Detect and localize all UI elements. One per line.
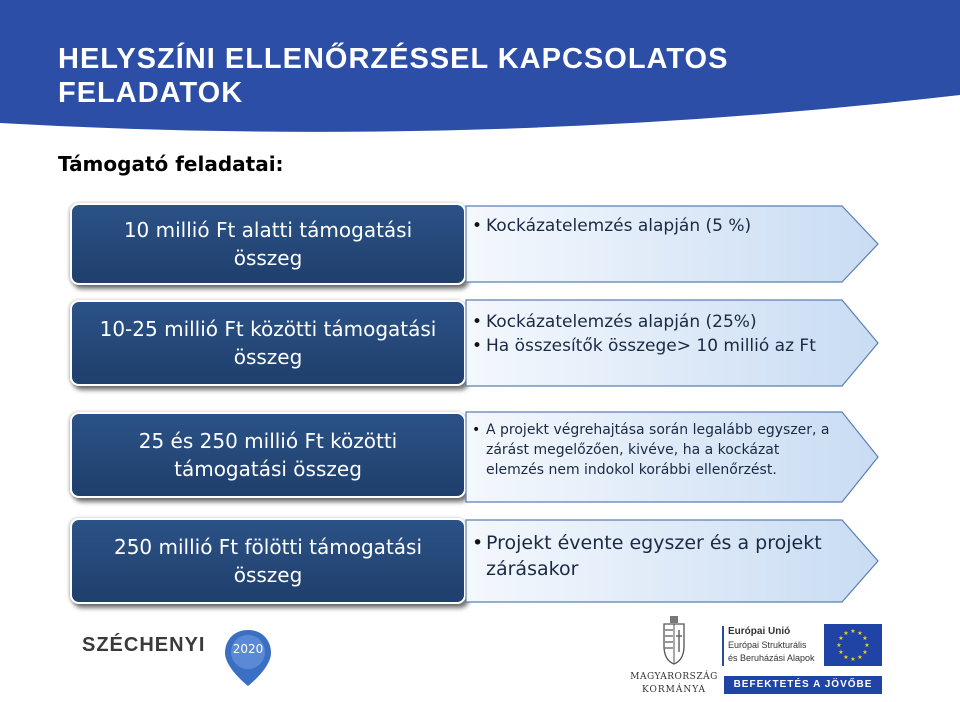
svg-text:★: ★ bbox=[836, 642, 842, 649]
bullet-2-2: • Ha összesítők összege> 10 millió az Ft bbox=[486, 334, 826, 358]
bullet-1-1: • Kockázatelemzés alapján (5 %) bbox=[486, 214, 826, 238]
svg-text:★: ★ bbox=[862, 649, 868, 656]
eu-banner bbox=[724, 676, 882, 694]
svg-text:★: ★ bbox=[857, 654, 863, 661]
szechenyi-text: SZÉCHENYI bbox=[82, 634, 206, 656]
arrow-panel-2 bbox=[462, 294, 882, 392]
amount-box-1: 10 millió Ft alatti támogatási összeg bbox=[70, 203, 466, 285]
svg-text:★: ★ bbox=[850, 628, 856, 635]
eu-flag-icon bbox=[824, 624, 882, 666]
bullet-2-1: • Kockázatelemzés alapján (25%) bbox=[486, 310, 826, 334]
szechenyi-2020-logo bbox=[82, 628, 282, 690]
eu-title: Európai Unió bbox=[728, 626, 791, 637]
eu-line-2: és Beruházási Alapok bbox=[728, 653, 815, 663]
location-pin-icon bbox=[222, 628, 274, 688]
eu-funds-logo bbox=[722, 624, 882, 696]
eu-divider bbox=[722, 626, 724, 666]
eu-banner-text: BEFEKTETÉS A JÖVŐBE bbox=[733, 679, 873, 690]
svg-text:★: ★ bbox=[843, 630, 849, 637]
amount-box-3: 25 és 250 millió Ft közötti támogatási összeg bbox=[70, 412, 466, 498]
arrow-panel-3 bbox=[462, 406, 882, 508]
amount-box-4: 250 millió Ft fölötti támogatási összeg bbox=[70, 518, 466, 604]
svg-text:★: ★ bbox=[843, 654, 849, 661]
arrow-panel-4 bbox=[462, 514, 882, 608]
gov-line-2: KORMÁNYA bbox=[642, 685, 706, 695]
svg-text:★: ★ bbox=[857, 630, 863, 637]
coat-of-arms-icon bbox=[660, 616, 688, 666]
svg-text:★: ★ bbox=[862, 635, 868, 642]
bullet-4-1: • Projekt évente egyszer és a projekt zárásakor bbox=[486, 530, 836, 582]
svg-text:★: ★ bbox=[864, 642, 870, 649]
bullet-3-1: • A projekt végrehajtása során legalább egyszer, a zárást megelőzően, kivéve, ha a kockázat elemzés nem indokol korábbi ellenőrzést. bbox=[486, 420, 836, 480]
szechenyi-year: 2020 bbox=[232, 642, 264, 656]
page-title: HELYSZÍNI ELLENŐRZÉSSEL KAPCSOLATOS FELADATOK bbox=[58, 43, 729, 109]
eu-line-1: Európai Strukturális bbox=[728, 640, 807, 650]
svg-text:★: ★ bbox=[838, 649, 844, 656]
hungarian-government-logo bbox=[628, 616, 720, 700]
svg-text:★: ★ bbox=[838, 635, 844, 642]
svg-text:★: ★ bbox=[850, 656, 856, 663]
gov-line-1: MAGYARORSZÁG bbox=[630, 672, 718, 682]
page-subtitle: Támogató feladatai: bbox=[58, 152, 284, 176]
amount-box-2: 10-25 millió Ft közötti támogatási összeg bbox=[70, 300, 466, 386]
arrow-panel-1 bbox=[462, 200, 882, 288]
